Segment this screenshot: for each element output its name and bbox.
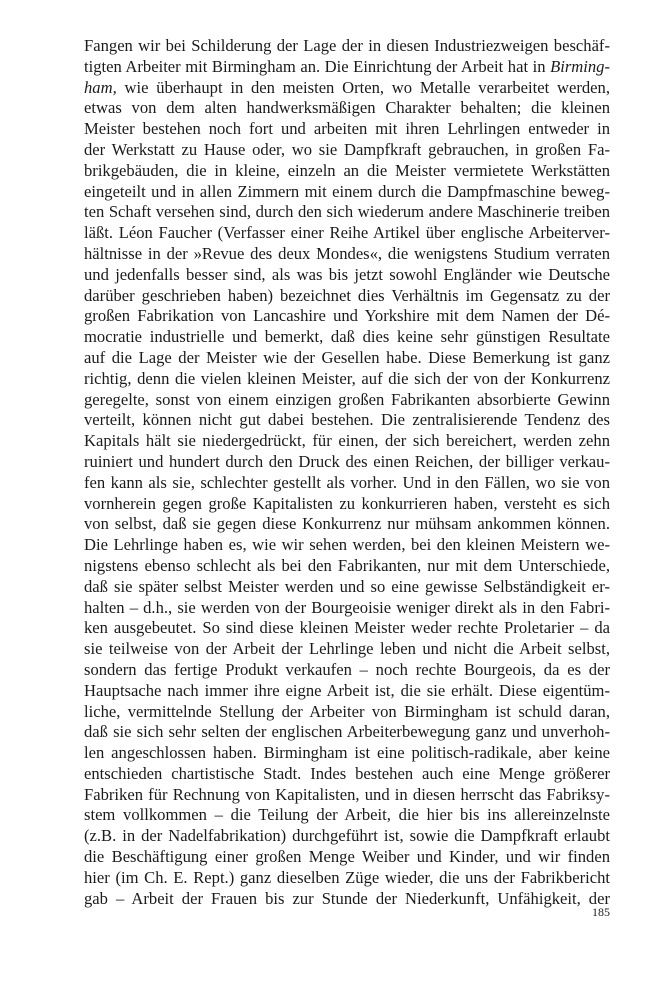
text-segment: verteilt, können nicht gut dabei bestehen. Die zentralisierende Tendenz des [84,410,610,430]
text-segment: nigstens ebenso schlecht als bei den Fabrikanten, nur mit dem Unterschiede, [84,555,610,575]
text-segment: der Werkstatt zu Hause oder, wo sie Dampfkraft gebrauchen, in großen Fa- [84,139,610,159]
text-segment: sondern das fertige Produkt verkaufen – noch rechte Bourgeois, da es der [84,659,610,679]
text-line [84,785,610,806]
text-segment: Kapitals hält sie niedergedrückt, für einen, der sich bereichert, werden zehn [84,431,610,451]
text-line [84,286,610,307]
text-line [84,202,610,223]
text-segment: entschieden chartistische Stadt. Indes bestehen auch eine Menge größerer [84,763,610,783]
text-line [84,764,610,785]
text-segment: daß sie später selbst Meister werden und so eine gewisse Selbständigkeit er- [84,576,610,596]
text-line [84,244,610,265]
text-line [84,660,610,681]
text-segment: von selbst, daß sie gegen diese Konkurrenz nur mühsam ankommen können. [84,514,610,534]
text-line [84,182,610,203]
text-segment: darüber geschrieben haben) bezeichnet dies Verhältnis im Gegensatz zu der [84,285,610,305]
text-segment: die Beschäftigung einer großen Menge Weiber und Kinder, und wir finden [84,847,610,867]
text-line [84,327,610,348]
text-segment: geregelte, sonst von einem einzigen großen Fabrikanten absorbierte Gewinn [84,389,610,409]
text-segment: hier (im Ch. E. Rept.) ganz dieselben Züge wieder, die uns der Fabrikbericht [84,867,610,887]
text-segment: Meister bestehen noch fort und arbeiten mit ihren Lehrlingen entweder in [84,119,610,139]
text-line [84,306,610,327]
text-segment: stem vollkommen – die Teilung der Arbeit, die hier bis ins allereinzelnste [84,805,610,825]
text-line [84,348,610,369]
text-line [84,577,610,598]
text-segment: etwas von dem alten handwerksmäßigen Charakter behalten; die kleinen [84,98,610,118]
text-segment: brikgebäuden, die in kleine, einzeln an die Meister vermietete Werkstätten [84,160,610,180]
text-segment: eingeteilt und in allen Zimmern mit einem durch die Dampfmaschine beweg- [84,181,610,201]
text-segment: Birming- [550,56,610,76]
text-segment: Fabriken für Rechnung von Kapitalisten, und in diesen herrscht das Fabriksy- [84,784,610,804]
text-segment: Fangen wir bei Schilderung der Lage der in diesen Industriezweigen beschäf- [84,36,610,55]
text-segment: (z.B. in der Nadelfabrikation) durchgeführt ist, sowie die Dampfkraft erlaubt [84,826,610,846]
text-line [84,868,610,889]
text-line [84,535,610,556]
text-line [84,390,610,411]
text-segment: vornherein gegen große Kapitalisten zu konkurrieren haben, versteht es sich [84,493,610,513]
text-segment: Hauptsache nach immer ihre eigne Arbeit ist, die sie erhält. Diese eigentüm- [84,680,610,700]
page-number: 185 [592,905,610,919]
text-line [84,98,610,119]
text-segment: mocratie industrielle und bemerkt, daß dies keine sehr günstigen Resultate [84,327,610,347]
text-line [84,847,610,868]
text-line [84,722,610,743]
text-line [84,410,610,431]
text-line [84,431,610,452]
text-line [84,598,610,619]
text-segment: gab – Arbeit der Frauen bis zur Stunde der Niederkunft, Unfähigkeit, der [84,888,610,908]
text-segment: daß sie sich sehr selten der englischen Arbeiterbewegung ganz und unverhoh- [84,722,610,742]
text-line [84,514,610,535]
text-line [84,119,610,140]
text-segment: halten – d.h., sie werden von der Bourgeoisie weniger direkt als in den Fabri- [84,597,610,617]
text-line [84,369,610,390]
text-line [84,702,610,723]
text-segment: len angeschlossen haben. Birmingham ist eine politisch-radikale, aber keine [84,743,610,763]
text-line [84,161,610,182]
text-segment: ruiniert und hundert durch den Druck des einen Reichen, der billiger verkau- [84,451,610,471]
text-line [84,556,610,577]
text-segment: auf die Lage der Meister wie der Gesellen habe. Diese Bemerkung ist ganz [84,347,610,367]
text-segment: und jedenfalls besser sind, als was bis jetzt sowohl Engländer wie Deutsche [84,264,610,284]
text-segment: tigten Arbeiter mit Birmingham an. Die Einrichtung der Arbeit hat in [84,56,551,76]
text-segment: liche, vermittelnde Stellung der Arbeiter von Birmingham ist schuld daran, [84,701,610,721]
text-segment: läßt. Léon Faucher (Verfasser einer Reihe Artikel über englische Arbeiterver- [84,223,610,243]
text-line [84,140,610,161]
text-line [84,639,610,660]
text-line [84,826,610,847]
text-line [84,743,610,764]
text-line [84,473,610,494]
text-line [84,681,610,702]
text-segment: ham, [84,77,117,97]
body-text [84,36,610,909]
text-line [84,452,610,473]
text-segment: fen kann als sie, schlechter gestellt als vorher. Und in den Fällen, wo sie von [84,472,610,492]
text-segment: richtig, denn die vielen kleinen Meister, auf die sich der von der Konkurrenz [84,368,610,388]
text-line [84,889,610,910]
text-line [84,265,610,286]
text-segment: sie teilweise von der Arbeit der Lehrlinge leben und nicht die Arbeit selbst, [84,639,610,659]
text-line [84,78,610,99]
text-segment: ten Schaft versehen sind, durch den sich wiederum andere Maschinerie treiben [84,202,610,222]
text-segment: hältnisse in der »Revue des deux Mondes«, die wenigstens Studium verraten [84,243,610,263]
text-line [84,618,610,639]
text-line [84,223,610,244]
text-line [84,494,610,515]
text-segment: wie überhaupt in den meisten Orten, wo Metalle verarbeitet werden, [116,77,610,97]
text-segment: Die Lehrlinge haben es, wie wir sehen werden, bei den kleinen Meistern we- [84,535,610,555]
text-segment: großen Fabrikation von Lancashire und Yorkshire mit dem Namen der Dé- [84,306,610,326]
text-segment: ken ausgebeutet. So sind diese kleinen Meister weder rechte Proletarier – da [84,618,610,638]
text-line [84,36,610,57]
text-line [84,805,610,826]
text-line [84,57,610,78]
